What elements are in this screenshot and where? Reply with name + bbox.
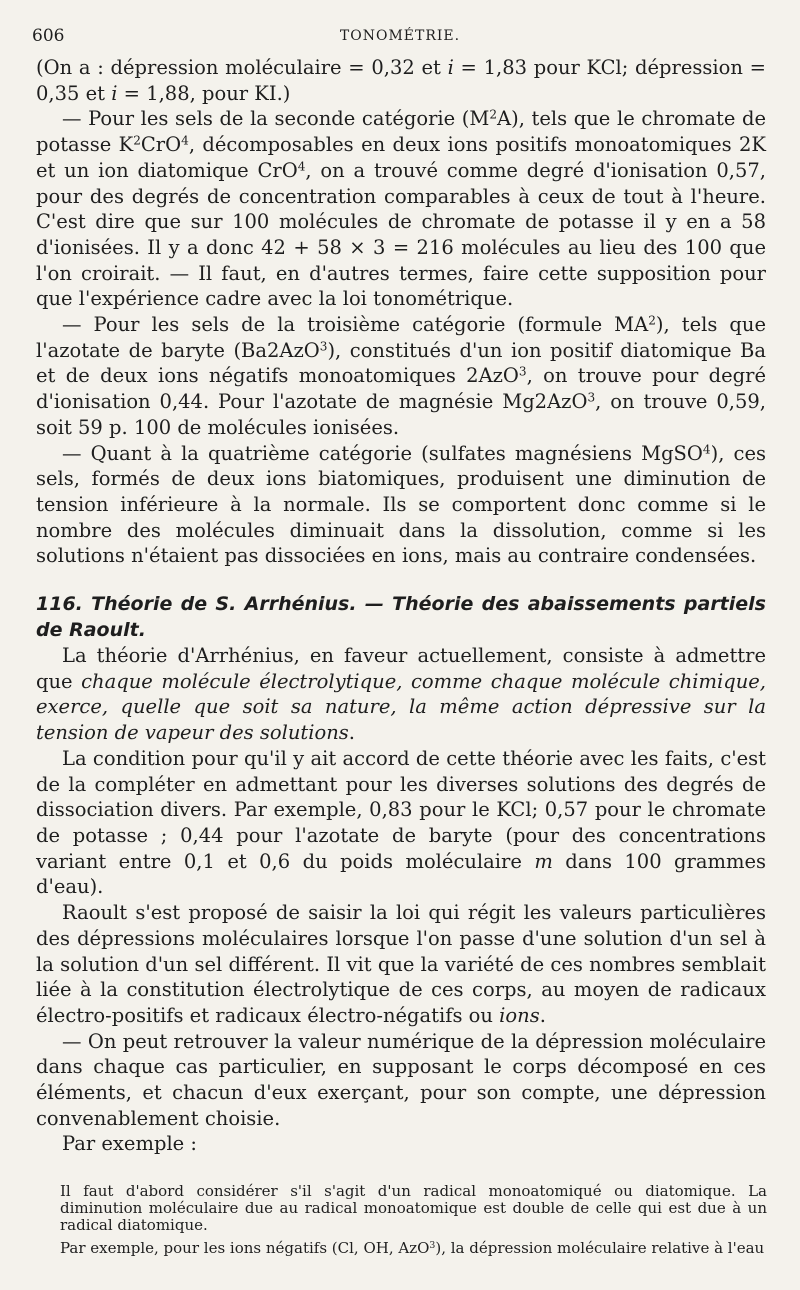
text-run: = 1,88, pour KI.): [117, 81, 291, 105]
text-run: — On peut retrouver la valeur numérique de la dépression moléculaire dans chaque cas particulier, en supposant le corps décomposé en ces éléments, et chacun d'eux exerçant, pour son compte, une dépression convenablement choisie.: [36, 1029, 766, 1130]
text-run: 2: [489, 107, 498, 122]
paragraph: [36, 643, 766, 746]
text-run: , on a trouvé comme degré d'ionisation 0,57, pour des degrés de concentration comparables à ceux de tout à l'heure. C'est dire que sur 100 molécules de chromate de potasse il y en a 58 d'ionisées. Il y a donc 42 + 58 × 3 = 216 molécules au lieu des 100 que l'on croirait. — Il faut, en d'autres termes, faire cette supposition pour que l'expérience cadre avec la loi tonométrique.: [36, 158, 766, 311]
text-run: — Pour les sels de la troisième catégorie (formule MA: [62, 313, 649, 337]
text-run: = 1,83 pour KCl; dépression = 0,35 et: [36, 56, 767, 105]
paragraph: [36, 312, 766, 441]
text-run: La théorie d'Arrhénius, en faveur actuellement, consiste à admettre que: [36, 644, 766, 693]
text-run: , on trouve 0,59, soit 59 p. 100 de molécules ionisées.: [36, 390, 766, 439]
text-run: ), la dépression moléculaire relative à l'eau: [435, 1239, 765, 1257]
text-run: 2: [133, 133, 141, 148]
text-run: 4: [702, 441, 711, 456]
text-run: 3: [319, 339, 328, 354]
text-run: — Pour les sels de la seconde catégorie (M: [62, 107, 490, 131]
text-run: 2: [648, 313, 656, 328]
text-run: .: [539, 1003, 546, 1027]
text-run: Par exemple, pour les ions négatifs (Cl, OH, AzO: [60, 1239, 430, 1257]
text-run: ), tels que l'azotate de baryte (Ba2AzO: [36, 313, 766, 362]
main-text: [36, 55, 766, 1157]
footnote: [60, 1183, 767, 1234]
text-run: Par exemple :: [62, 1132, 197, 1156]
text-run: (On a : dépression moléculaire = 0,32 et: [36, 56, 448, 79]
paragraph: [36, 900, 766, 1029]
paragraph: [36, 106, 766, 312]
text-run: 4: [297, 159, 306, 174]
text-run: ions: [499, 1003, 540, 1027]
text-run: ), ces sels, formés de deux ions biatomiques, produisent une diminution de tension inférieure à la normale. Ils se comportent donc comme si le nombre des molécules diminuait dans la dissolution, comme si les solutions n'étaient pas dissociées en ions, mais au contraire condensées.: [36, 441, 766, 568]
text-run: .: [348, 721, 355, 745]
paragraph: [36, 1131, 766, 1157]
paragraph: [36, 55, 766, 106]
text-run: i: [111, 81, 118, 105]
text-run: i: [447, 56, 454, 79]
footnotes: [60, 1183, 767, 1263]
text-run: La condition pour qu'il y ait accord de cette théorie avec les faits, c'est de la compléter en admettant pour les diverses solutions des degrés de dissociation divers. Par exemple, 0,83 pour le KCl; 0,57 pour le chromate de potasse ; 0,44 pour l'azotate de baryte (pour des concentrations variant entre 0,1 et 0,6 du poids moléculaire: [36, 746, 766, 873]
page-header: [0, 26, 800, 50]
paragraph: [36, 1029, 766, 1132]
text-run: Raoult s'est proposé de saisir la loi qui régit les valeurs particulières des dépressions moléculaires lorsque l'on passe d'une solution d'un sel à la solution d'un sel différent. Il vit que la variété de ces nombres semblait liée à la constitution électrolytique de ces corps, au moyen de radicaux électro-positifs et radicaux électro-négatifs ou: [36, 901, 766, 1027]
page-number: 606: [32, 26, 65, 46]
text-run: A), tels que le chromate de potasse K: [36, 107, 766, 157]
paragraph: [36, 441, 766, 570]
text-run: CrO: [140, 133, 182, 157]
text-run: chaque molécule électrolytique, comme chaque molécule chimique, exerce, quelle que soit sa nature, la même action dépressive sur la tension de vapeur des solutions: [36, 669, 766, 745]
text-run: Il faut d'abord considérer s'il s'agit d'un radical monoatomiqué ou diatomique. La diminution moléculaire due au radical monoatomique est double de celle qui est due à un radical diatomique.: [60, 1182, 767, 1234]
text-run: dans 100 grammes d'eau).: [36, 849, 766, 899]
paragraph: [36, 746, 766, 900]
text-run: — Quant à la quatrième catégorie (sulfates magnésiens MgSO: [62, 441, 703, 465]
footnote: [60, 1240, 767, 1257]
running-title: TONOMÉTRIE.: [339, 28, 461, 44]
text-run: 3: [587, 390, 596, 405]
text-run: 116. Théorie de S. Arrhénius. — Théorie des abaissements partiels de Raoult.: [36, 593, 766, 642]
text-run: ), constitués d'un ion positif diatomique Ba et de deux ions négatifs monoatomiques 2AzO: [36, 338, 766, 388]
text-run: , on trouve pour degré d'ionisation 0,44. Pour l'azotate de magnésie Mg2AzO: [36, 364, 766, 414]
section-heading: [36, 591, 766, 643]
text-run: m: [534, 849, 553, 873]
text-run: 4: [181, 133, 189, 148]
text-run: 3: [518, 364, 527, 379]
text-run: , décomposables en deux ions positifs monoatomiques 2K et un ion diatomique CrO: [36, 133, 767, 182]
text-run: 3: [429, 1239, 436, 1251]
